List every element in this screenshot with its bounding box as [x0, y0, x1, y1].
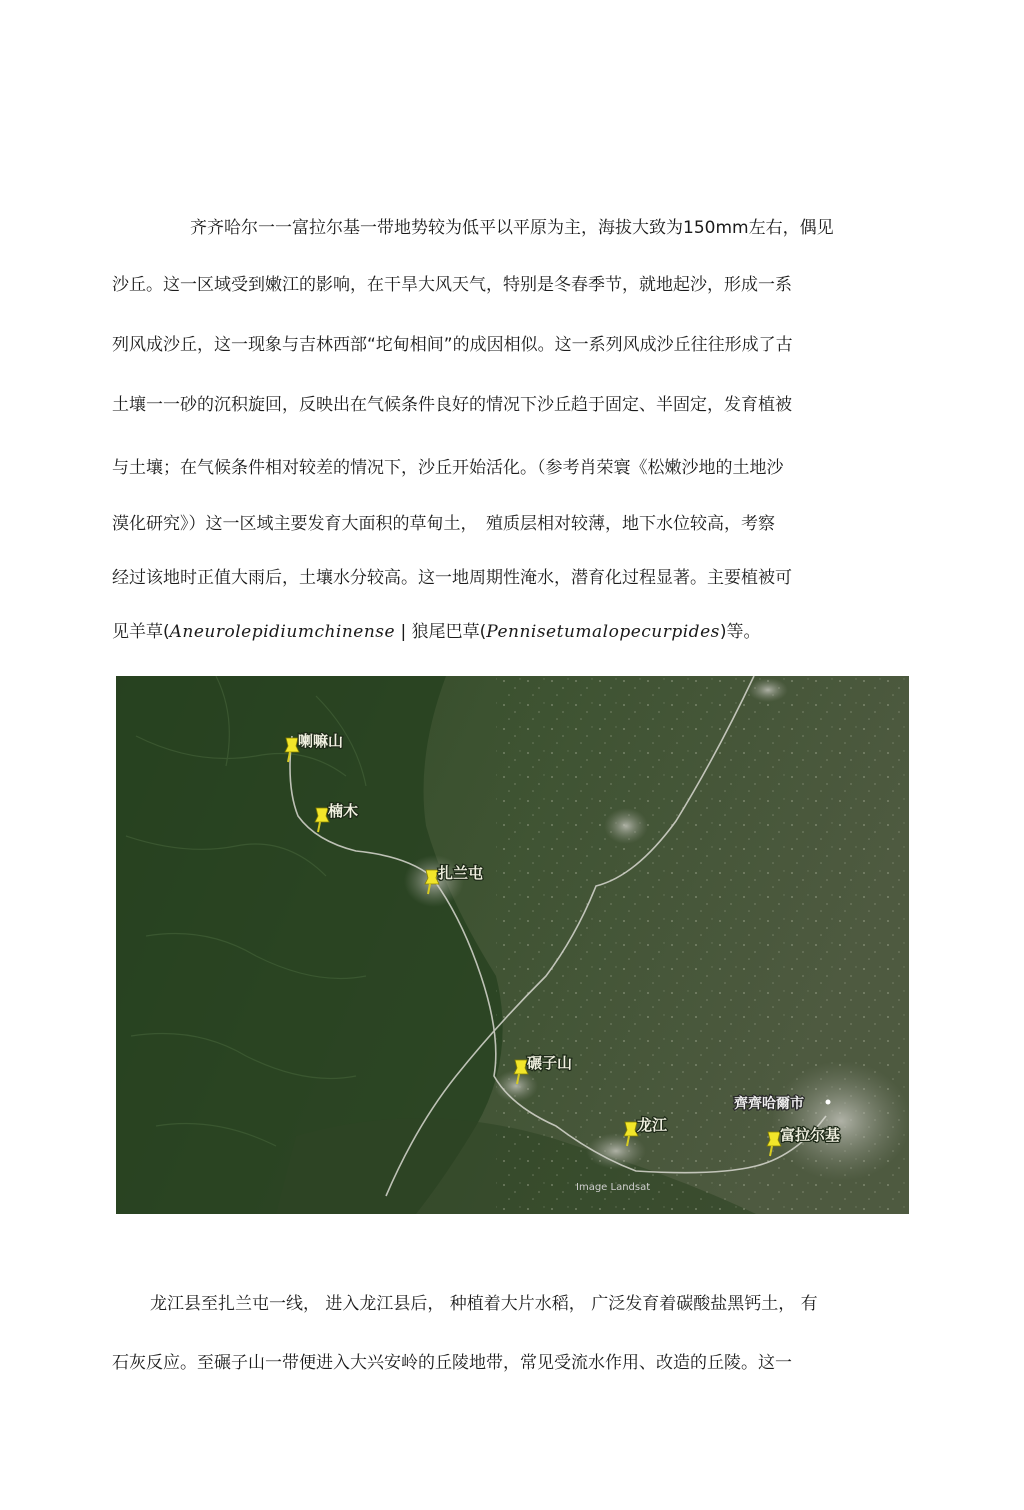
species-mid: | 狼尾巴草(	[395, 622, 487, 642]
text-line: 漠化研究》）这一区域主要发育大面积的草甸土， 殖质层相对较薄，地下水位较高，考察	[112, 514, 775, 534]
text-line: 列风成沙丘，这一现象与吉林西部“坨甸相间”的成因相似。这一系列风成沙丘往往形成了古	[112, 335, 793, 355]
pushpin-icon	[624, 1122, 638, 1136]
map-pin	[425, 864, 483, 894]
city-label-qiqihar: 齊齊哈爾市	[734, 1096, 804, 1112]
map-pin	[315, 802, 358, 832]
text-line: 与土壤；在气候条件相对较差的情况下，沙丘开始活化。（参考肖荣寰《松嫩沙地的土地沙	[112, 458, 784, 478]
text-line: 石灰反应。至碾子山一带便进入大兴安岭的丘陵地带，常见受流水作用、改造的丘陵。这一	[112, 1353, 792, 1373]
image-credit: Image Landsat	[576, 1182, 651, 1193]
pushpin-icon	[285, 738, 299, 752]
scientific-name-2: Pennisetumalopecurpides	[486, 622, 720, 642]
species-post: )等。	[719, 622, 761, 642]
pin-label-nanmu: 楠木	[328, 802, 359, 820]
pushpin-icon	[767, 1132, 781, 1146]
pushpin-icon	[315, 808, 329, 822]
pin-label-longjiang: 龙江	[637, 1116, 668, 1134]
text-line: 土壤一一砂的沉积旋回，反映出在气候条件良好的情况下沙丘趋于固定、半固定，发育植被	[112, 395, 792, 415]
text-line: 齐齐哈尔一一富拉尔基一带地势较为低平以平原为主，海拔大致为150mm左右，偶见	[190, 218, 834, 238]
pin-label-fulaerji: 富拉尔基	[780, 1126, 841, 1144]
text-line: 龙江县至扎兰屯一线， 进入龙江县后， 种植着大片水稻， 广泛发育着碳酸盐黑钙土， 有	[150, 1294, 818, 1314]
pushpin-icon	[425, 870, 439, 884]
text-line-species	[112, 620, 761, 644]
text-line: 经过该地时正值大雨后，土壤水分较高。这一地周期性淹水，潜育化过程显著。主要植被可	[112, 568, 792, 588]
text-line: 沙丘。这一区域受到嫩江的影响，在干旱大风天气，特别是冬春季节，就地起沙，形成一系	[112, 275, 792, 295]
map-pin	[624, 1116, 668, 1146]
pin-label-zhalantun: 扎兰屯	[438, 864, 484, 882]
pin-label-lamashan: 喇嘛山	[298, 732, 344, 750]
city-marker-icon	[826, 1100, 831, 1105]
scientific-name-1: Aneurolepidiumchinense	[169, 622, 396, 642]
species-pre: 见羊草(	[112, 622, 170, 642]
pushpin-icon	[514, 1060, 528, 1074]
map-pin	[285, 732, 343, 762]
map-pin	[514, 1054, 572, 1084]
map-pin	[767, 1126, 840, 1156]
satellite-map	[116, 676, 909, 1214]
pin-label-nianzishan: 碾子山	[527, 1054, 573, 1072]
